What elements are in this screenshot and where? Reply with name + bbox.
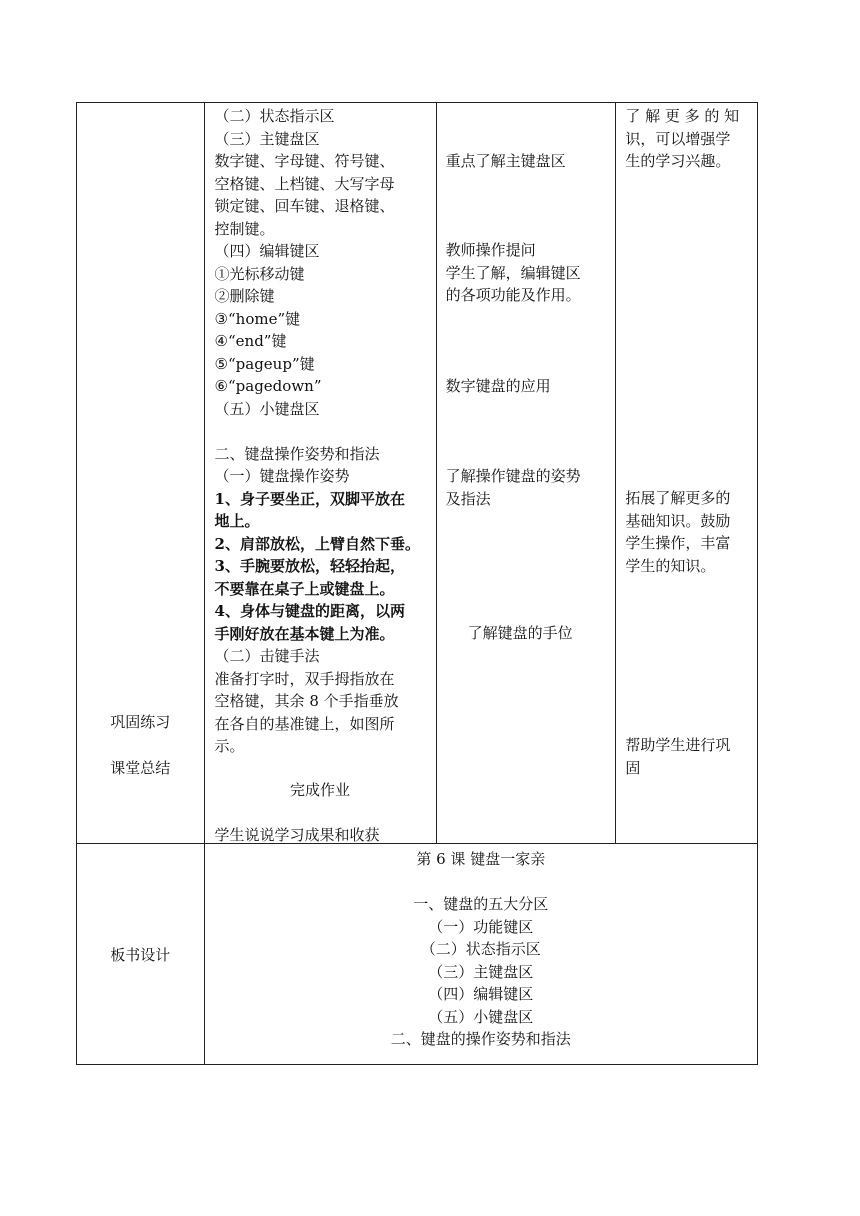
teacher-posture-text-1: 了解操作键盘的姿势 xyxy=(445,467,581,485)
board-title: 第 6 课 键盘一家亲 xyxy=(416,850,546,868)
content-line: 手刚好放在基本键上为准。 xyxy=(214,624,395,643)
content-line: ③“home”键 xyxy=(214,309,301,328)
board-line: （三）主键盘区 xyxy=(428,962,534,981)
content-line: 空格键、上档键、大写字母 xyxy=(214,174,395,193)
content-line: 2、肩部放松，上臂自然下垂。 xyxy=(214,534,420,553)
intent-text-1b: 识，可以增强学 xyxy=(625,129,731,148)
intent-text-2a: 拓展了解更多的 xyxy=(625,489,731,507)
content-line: 示。 xyxy=(214,737,245,755)
teacher-question-text: 教师操作提问 xyxy=(445,241,536,259)
content-line: 控制键。 xyxy=(214,219,275,238)
content-line: （三）主键盘区 xyxy=(214,129,320,148)
stage-label-practice: 巩固练习 xyxy=(110,713,171,731)
board-line: （五）小键盘区 xyxy=(428,1007,534,1026)
content-line: 1、身子要坐正，双脚平放在 xyxy=(214,489,405,508)
content-line: ⑤“pageup”键 xyxy=(214,354,315,373)
board-content-cell xyxy=(204,844,757,1065)
stage-label-cell xyxy=(77,103,205,844)
content-line: 在各自的基准键上，如图所 xyxy=(214,714,395,733)
content-cell xyxy=(204,103,436,844)
content-line: ②删除键 xyxy=(214,287,275,305)
teacher-hand-text: 了解键盘的手位 xyxy=(467,624,573,642)
teacher-numpad-text: 数字键盘的应用 xyxy=(445,377,551,395)
content-line: 3、手腕要放松，轻轻抬起， xyxy=(214,557,405,575)
content-line: 4、身体与键盘的距离，以两 xyxy=(214,602,405,620)
content-line: （四）编辑键区 xyxy=(214,242,320,260)
content-line: 锁定键、回车键、退格键、 xyxy=(214,197,395,215)
content-line xyxy=(215,420,436,443)
student-share-text: 学生说说学习成果和收获 xyxy=(214,826,380,844)
content-line: （二）状态指示区 xyxy=(214,107,335,125)
content-line: 不要靠在桌子上或键盘上。 xyxy=(214,579,395,598)
intent-text-1c: 生的学习兴趣。 xyxy=(625,152,731,170)
teacher-activity-cell xyxy=(436,103,616,844)
board-line: （四）编辑键区 xyxy=(428,985,534,1003)
activities-row xyxy=(77,103,758,844)
teacher-edit-text-1: 学生了解，编辑键区 xyxy=(445,263,581,282)
board-label-cell xyxy=(77,844,205,1065)
content-line: ⑥“pagedown” xyxy=(214,377,322,395)
teacher-posture-text-2: 及指法 xyxy=(445,489,491,508)
content-line: 空格键，其余 8 个手指垂放 xyxy=(214,692,399,710)
intent-text-3a: 帮助学生进行巩 xyxy=(625,736,731,754)
board-line: （二）状态指示区 xyxy=(420,940,541,958)
board-line: （一）功能键区 xyxy=(428,917,534,936)
content-line: （二）击键手法 xyxy=(214,647,320,665)
content-line: 数字键、字母键、符号键、 xyxy=(214,152,395,170)
teacher-focus-text: 重点了解主键盘区 xyxy=(445,152,566,170)
content-line: （一）键盘操作姿势 xyxy=(214,467,350,485)
content-lines xyxy=(215,105,436,758)
content-line: 准备打字时，双手拇指放在 xyxy=(214,669,395,688)
intent-text-3b: 固 xyxy=(625,758,641,777)
homework-text: 完成作业 xyxy=(290,781,351,799)
stage-label-summary: 课堂总结 xyxy=(110,759,171,777)
content-line: 二、键盘操作姿势和指法 xyxy=(214,444,380,463)
intent-text-2b: 基础知识。鼓励 xyxy=(625,511,731,530)
board-line: 二、键盘的操作姿势和指法 xyxy=(390,1030,571,1048)
content-line: ④“end”键 xyxy=(214,332,287,350)
intent-text-2d: 学生的知识。 xyxy=(625,556,716,575)
intent-text-1a: 了 解 更 多 的 知 xyxy=(625,107,740,125)
lesson-plan-table xyxy=(76,102,758,1065)
board-label: 板书设计 xyxy=(110,946,171,964)
board-line: 一、键盘的五大分区 xyxy=(413,895,549,913)
board-line xyxy=(205,871,757,894)
intent-text-2c: 学生操作，丰富 xyxy=(625,534,731,552)
board-row xyxy=(77,844,758,1065)
content-line: ①光标移动键 xyxy=(214,264,305,283)
design-intent-cell xyxy=(616,103,758,844)
content-line: （五）小键盘区 xyxy=(214,399,320,418)
board-lines xyxy=(205,848,757,1051)
teacher-edit-text-2: 的各项功能及作用。 xyxy=(445,286,581,304)
content-line: 地上。 xyxy=(214,512,260,530)
